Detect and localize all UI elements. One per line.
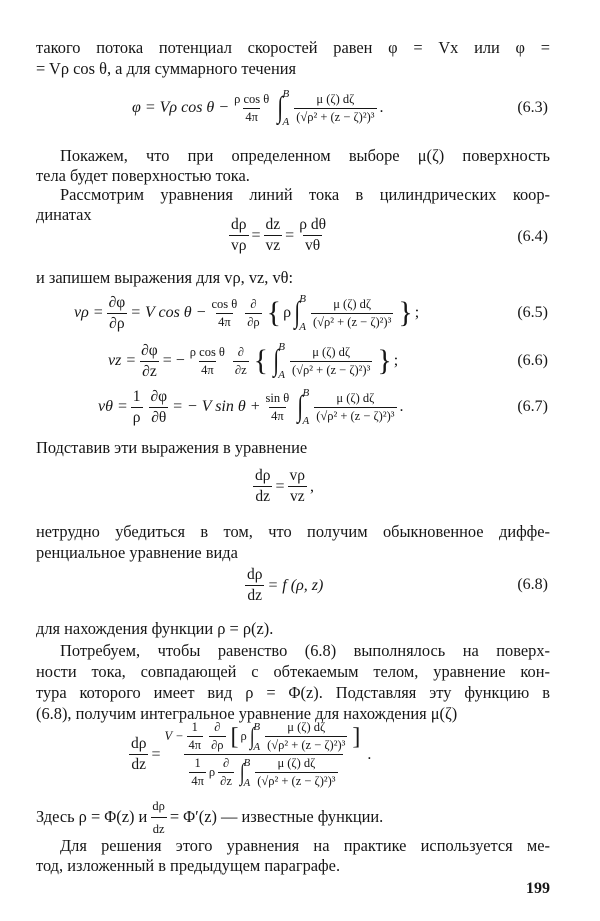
frac-num: sin θ	[265, 390, 290, 405]
frac-num: ρ cos θ	[234, 91, 270, 106]
equation-6-5: vρ = $\frac{\partial\varphi}{\partial\rho}$ = V cos θ − $\frac{\text{cos θ}}{4\pi}$ $\frac{\partial}{\partial\rho}$ { ρ ∫ B A $\frac{\mu (\zeta) d\zeta}{\text{(√ρ² + (z − ζ)²)³}}$ } ; (6.5)	[74, 293, 548, 333]
frac-den: ∂z	[234, 362, 247, 377]
frac-den: (√ρ² + (z − ζ)²)³	[292, 362, 371, 377]
frac-den: dz	[131, 756, 147, 773]
frac-num: 1	[194, 756, 201, 770]
text-line-9: нетрудно убедиться в том, что получим обыкновенное диффе-	[36, 522, 550, 541]
eq-mid: = − V sin θ +	[172, 398, 261, 415]
frac-num: ∂	[250, 296, 257, 311]
frac-num: μ (ζ) dζ	[316, 91, 355, 106]
equation-integral: $\frac{d\rho}{dz}$ = V − $\frac{1}{4\pi}$ $\frac{\partial}{\partial\rho}$ [ ρ ∫ B A $\frac{\mu (\zeta) d\zeta}{\text{(√ρ² + (z − ζ)²)³}}$ ] $\frac{1}{4\pi}$ ρ $\frac{\partial}{\partial z}$ ∫ B A $\frac{\mu (\zeta) d\zeta}{\text{(√ρ² + (z − ζ)²)³}}$ .	[131, 720, 372, 789]
frac-den: vθ	[305, 237, 321, 254]
eq-number: (6.8)	[517, 576, 548, 593]
eq-number: (6.7)	[517, 398, 548, 415]
frac-num: dρ	[247, 566, 263, 583]
frac-den: vρ	[231, 237, 247, 254]
text-line-16	[36, 798, 550, 836]
frac-den: vz	[289, 488, 305, 505]
frac-num: ρ dθ	[299, 216, 326, 233]
frac-num: cos θ	[211, 296, 238, 311]
frac-den: ∂z	[142, 362, 157, 380]
big-frac-denominator	[184, 754, 342, 789]
equation-6-8	[0, 566, 600, 612]
frac-den: 4π	[218, 314, 231, 329]
frac-num: μ (ζ) dζ	[336, 390, 375, 405]
frac-num: μ (ζ) dζ	[312, 344, 351, 359]
text-line-12: Потребуем, чтобы равенство (6.8) выполнялось на поверх-	[60, 641, 550, 660]
frac-den: dz	[247, 587, 263, 604]
frac-num: μ (ζ) dζ	[287, 720, 326, 734]
integral-sign: ∫ B A	[277, 88, 290, 128]
integral-sign: ∫ B A	[294, 293, 306, 333]
rho: ρ	[283, 304, 292, 321]
frac-num: 1	[191, 720, 198, 734]
frac-num: dρ	[131, 735, 147, 752]
eq-6-3-lhs: φ = Vρ cos θ −	[132, 99, 230, 116]
eq-mid: = V cos θ −	[130, 304, 207, 321]
text-line-6: динатах	[36, 205, 92, 224]
frac-den: 4π	[188, 738, 202, 752]
frac-den: (√ρ² + (z − ζ)²)³	[296, 109, 375, 124]
eq-lhs: vz =	[108, 352, 137, 369]
equation-6-4: $\frac{d\rho}{v\rho}$ = $\frac{dz}{vz}$ = $\frac{\text{ρ dθ}}{v\theta}$ (6.4)	[231, 216, 548, 254]
frac-den: (√ρ² + (z − ζ)²)³	[316, 408, 395, 423]
frac-num: vρ	[289, 467, 306, 484]
frac-num: dρ	[255, 467, 271, 484]
expr: V −	[164, 729, 184, 743]
eq-number: (6.5)	[517, 304, 548, 321]
frac-den: vz	[265, 237, 281, 254]
text-part: = Φ′(z) — известные функции.	[169, 807, 384, 826]
eq-lhs: vρ =	[74, 304, 104, 321]
frac-num: ∂φ	[150, 387, 168, 405]
eq-rhs: = f (ρ, z)	[267, 576, 324, 594]
frac-den: ∂ρ	[109, 314, 125, 332]
frac-num: dρ	[231, 216, 247, 233]
equation-6-6: vz = $\frac{\partial\varphi}{\partial z}$ = − $\frac{\text{ρ cos θ}}{4\pi}$ $\frac{\partial}{\partial z}$ { ∫ B A $\frac{\mu (\zeta) d\zeta}{\text{(√ρ² + (z − ζ)²)³}}$ } ; (6.6)	[108, 341, 548, 381]
frac-num: 1	[132, 387, 141, 405]
text-line-1: такого потока потенциал скоростей равен φ = Vx или φ =	[36, 38, 550, 57]
text-line-3: Покажем, что при определенном выборе μ(ζ) поверхность	[60, 146, 550, 165]
frac-num: dz	[265, 216, 281, 233]
text-line-13: ности тока, совпадающей с обтекаемым телом, уравнение кон-	[36, 662, 550, 681]
integral-sign: ∫ B A	[239, 756, 251, 789]
integral-sign: ∫ B A	[297, 387, 310, 427]
text-line-18: тод, изложенный в предыдущем параграфе.	[36, 856, 341, 875]
frac-num: ∂	[214, 720, 221, 734]
frac-den: 4π	[201, 362, 214, 377]
integral-sign: ∫ B A	[249, 720, 261, 753]
text-line-2: = Vρ cos θ, а для суммарного течения	[36, 59, 297, 78]
text-line-11: для нахождения функции ρ = ρ(z).	[36, 619, 274, 638]
frac-num: μ (ζ) dζ	[333, 296, 372, 311]
frac-den: dz	[151, 817, 167, 839]
frac-num: μ (ζ) dζ	[277, 756, 316, 770]
frac-num: dρ	[152, 798, 165, 813]
frac-den: (√ρ² + (z − ζ)²)³	[313, 314, 392, 329]
frac-num: ρ cos θ	[189, 344, 225, 359]
frac-den: dz	[255, 488, 271, 505]
rho: ρ	[240, 729, 247, 743]
frac-num: ∂φ	[141, 341, 158, 359]
frac-den: 4π	[191, 774, 204, 788]
text-line-15: (6.8), получим интегральное уравнение для нахождения μ(ζ)	[36, 704, 458, 723]
equation-6-7: vθ = $\frac{1}{\rho}$ $\frac{\partial\varphi}{\partial\theta}$ = − V sin θ + $\frac{\text{sin θ}}{4\pi}$ ∫ B A $\frac{\mu (\zeta) d\zeta}{\text{(√ρ² + (z − ζ)²)³}}$ . (6.7)	[98, 387, 548, 427]
big-frac-numerator: V − $\frac{1}{4\pi}$ $\frac{\partial}{\partial\rho}$ [ ρ ∫ B A $\frac{\mu (\zeta) d\zeta}{\text{(√ρ² + (z − ζ)²)³}}$ ]	[164, 720, 361, 753]
text-line-17: Для решения этого уравнения на практике используется ме-	[60, 836, 550, 855]
equation-ratio: $\frac{d\rho}{dz}$ = $\frac{v\rho}{vz}$ ,	[255, 467, 315, 505]
frac-num: ∂	[222, 756, 230, 770]
text-line-5: Рассмотрим уравнения линий тока в цилиндрических коор-	[60, 185, 550, 204]
page-number: 199	[526, 880, 550, 897]
eq-number: (6.6)	[517, 352, 548, 369]
text-line-8: Подставив эти выражения в уравнение	[36, 438, 308, 457]
rho: ρ	[208, 765, 216, 779]
text-line-10: ренциальное уравнение вида	[36, 543, 238, 562]
text-line-14: тура которого имеет вид ρ = Φ(z). Подставляя эту функцию в	[36, 683, 550, 702]
frac-den: 4π	[245, 109, 258, 124]
text-line-7: и запишем выражения для vρ, vz, vθ:	[36, 268, 294, 287]
frac-den: ∂θ	[151, 408, 167, 426]
frac-den: (√ρ² + (z − ζ)²)³	[257, 774, 336, 788]
eq-number: (6.3)	[517, 99, 548, 116]
equation-6-3: φ = Vρ cos θ − $\frac{\text{ρ cos θ}}{4\pi}$ ∫ B A $\frac{\mu (\zeta) d\zeta}{\text{(√ρ² + (z − ζ)²)³}}$ . (6.3)	[132, 88, 548, 128]
frac-num: ∂φ	[108, 293, 126, 311]
frac-den: ∂ρ	[247, 314, 260, 329]
integral-sign: ∫ B A	[273, 341, 286, 381]
frac-den: (√ρ² + (z − ζ)²)³	[267, 738, 346, 752]
frac-den: ∂ρ	[211, 738, 224, 752]
eq-number: (6.4)	[517, 228, 548, 245]
eq-lhs: vθ =	[98, 398, 128, 415]
eq-mid: = −	[162, 352, 185, 369]
frac-num: ∂	[237, 344, 244, 359]
frac-den: ∂z	[220, 774, 232, 788]
text-part: Здесь ρ = Φ(z) и	[36, 807, 148, 826]
frac-den: 4π	[271, 408, 284, 423]
text-line-4: тела будет поверхностью тока.	[36, 166, 250, 185]
frac-den: ρ	[132, 408, 141, 426]
